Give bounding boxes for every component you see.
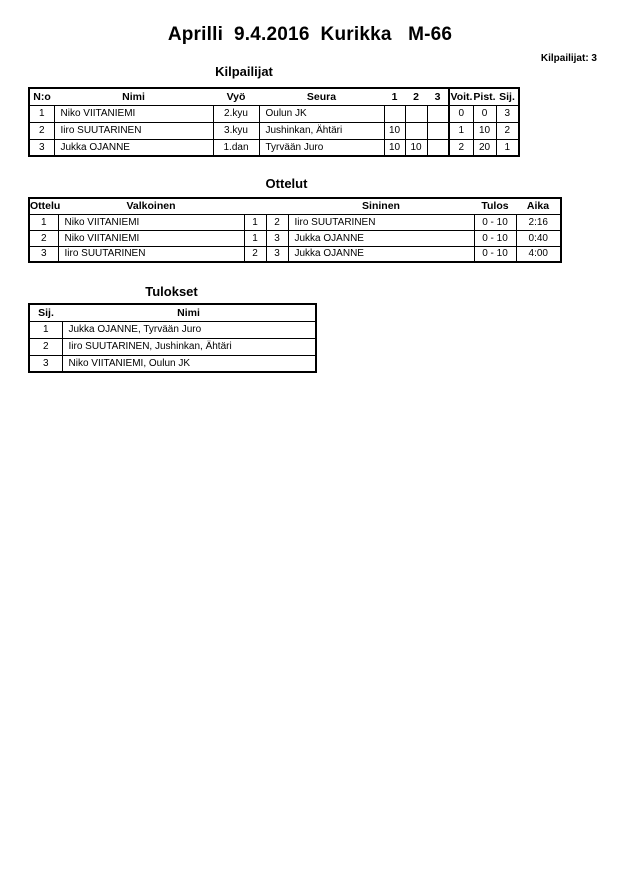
cell-belt: 3.kyu: [213, 122, 259, 139]
cell-match-no: 2: [29, 230, 58, 246]
matches-table: [28, 197, 562, 263]
match-row: [29, 214, 561, 230]
col-header-white-no: [244, 198, 266, 214]
result-row: [29, 321, 316, 338]
cell-blue-no: 3: [266, 246, 288, 262]
cell-white-name: Iiro SUUTARINEN: [58, 246, 244, 262]
cell-white-name: Niko VIITANIEMI: [58, 230, 244, 246]
cell-points: 0: [473, 105, 496, 122]
cell-round-1: 10: [384, 122, 405, 139]
cell-result: 0 - 10: [474, 214, 516, 230]
col-header-place: Sij.: [38, 306, 54, 319]
results-table: [28, 303, 317, 373]
cell-place: 3: [29, 355, 62, 372]
cell-place: 3: [496, 105, 519, 122]
cell-result: 0 - 10: [474, 230, 516, 246]
col-header-white: Valkoinen: [126, 200, 176, 213]
cell-round-3: [427, 105, 449, 122]
cell-blue-name: Jukka OJANNE: [288, 246, 474, 262]
cell-wins: 1: [449, 122, 473, 139]
cell-wins: 2: [449, 139, 473, 156]
cell-white-name: Niko VIITANIEMI: [58, 214, 244, 230]
cell-no: 3: [29, 139, 54, 156]
col-header-club: Seura: [306, 90, 337, 103]
col-header-round-3: 3: [434, 90, 441, 103]
cell-time: 2:16: [516, 214, 561, 230]
cell-place: 2: [29, 338, 62, 355]
cell-no: 2: [29, 122, 54, 139]
cell-round-1: 10: [384, 139, 405, 156]
cell-name: Niko VIITANIEMI, Oulun JK: [62, 355, 316, 372]
result-row: [29, 338, 316, 355]
cell-place: 1: [29, 321, 62, 338]
cell-points: 20: [473, 139, 496, 156]
col-header-name: Nimi: [122, 90, 145, 103]
col-header-blue: Sininen: [362, 200, 400, 213]
competitor-row: [29, 139, 519, 156]
cell-club: Jushinkan, Ähtäri: [259, 122, 384, 139]
col-header-place: Sij.: [499, 90, 515, 103]
col-header-belt: Vyö: [226, 90, 246, 103]
col-header-blue-no: [266, 198, 288, 214]
competitor-row: [29, 105, 519, 122]
cell-round-2: [405, 105, 427, 122]
competitors-header-row: [29, 88, 519, 105]
cell-round-2: [405, 122, 427, 139]
col-header-round-2: 2: [413, 90, 419, 103]
col-header-points: Pist.: [473, 90, 496, 103]
cell-belt: 1.dan: [213, 139, 259, 156]
cell-time: 4:00: [516, 246, 561, 262]
cell-result: 0 - 10: [474, 246, 516, 262]
results-header-row: [29, 304, 316, 321]
cell-white-no: 1: [244, 230, 266, 246]
col-header-result: Tulos: [481, 200, 509, 213]
cell-points: 10: [473, 122, 496, 139]
match-row: [29, 230, 561, 246]
cell-name: Jukka OJANNE: [54, 139, 213, 156]
cell-club: Tyrvään Juro: [259, 139, 384, 156]
competitors-count-label: Kilpailijat: 3: [540, 53, 597, 64]
col-header-match-no: Ottelu: [30, 200, 61, 213]
competitor-row: [29, 122, 519, 139]
cell-name: Iiro SUUTARINEN: [54, 122, 213, 139]
section-title-results: Tulokset: [145, 284, 198, 299]
cell-blue-name: Iiro SUUTARINEN: [288, 214, 474, 230]
cell-no: 1: [29, 105, 54, 122]
cell-place: 2: [496, 122, 519, 139]
section-title-matches: Ottelut: [265, 176, 308, 191]
cell-place: 1: [496, 139, 519, 156]
col-header-time: Aika: [526, 200, 550, 213]
cell-belt: 2.kyu: [213, 105, 259, 122]
cell-blue-no: 2: [266, 214, 288, 230]
cell-name: Niko VIITANIEMI: [54, 105, 213, 122]
section-title-competitors: Kilpailijat: [215, 64, 273, 79]
competitors-table: [28, 87, 520, 157]
cell-round-1: [384, 105, 405, 122]
match-row: [29, 246, 561, 262]
cell-white-no: 1: [244, 214, 266, 230]
cell-time: 0:40: [516, 230, 561, 246]
cell-round-3: [427, 139, 449, 156]
col-header-no: N:o: [33, 90, 51, 103]
cell-round-3: [427, 122, 449, 139]
col-header-round-1: 1: [391, 90, 398, 103]
col-header-wins: Voit.: [449, 88, 473, 105]
cell-white-no: 2: [244, 246, 266, 262]
col-header-name: Nimi: [177, 306, 200, 319]
page-title: Aprilli 9.4.2016 Kurikka M-66: [167, 24, 453, 45]
cell-blue-name: Jukka OJANNE: [288, 230, 474, 246]
cell-name: Iiro SUUTARINEN, Jushinkan, Ähtäri: [62, 338, 316, 355]
result-row: [29, 355, 316, 372]
cell-match-no: 1: [29, 214, 58, 230]
cell-blue-no: 3: [266, 230, 288, 246]
cell-name: Jukka OJANNE, Tyrvään Juro: [62, 321, 316, 338]
cell-round-2: 10: [405, 139, 427, 156]
cell-match-no: 3: [29, 246, 58, 262]
cell-club: Oulun JK: [259, 105, 384, 122]
matches-header-row: [29, 198, 561, 214]
cell-wins: 0: [449, 105, 473, 122]
